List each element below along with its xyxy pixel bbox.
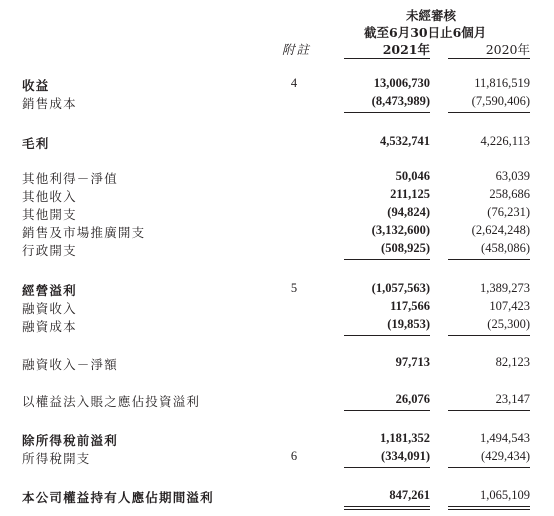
row-other-income-2021: 211,125 <box>390 187 430 201</box>
row-other-income-2020: 258,686 <box>489 187 530 201</box>
header-unaudited: 未經審核 <box>406 8 457 23</box>
header-underline-2020 <box>448 58 530 59</box>
row-revenue-2021: 13,006,730 <box>373 76 430 90</box>
subtotal-line-2020 <box>448 335 530 336</box>
row-share-of-profit-2020: 23,147 <box>495 392 530 406</box>
row-finance-income-2021: 117,566 <box>390 299 430 313</box>
row-finance-costs-2020: (25,300) <box>487 317 530 331</box>
subtotal-line-2020 <box>448 259 530 260</box>
row-income-tax-label: 所得稅開支 <box>22 451 91 466</box>
row-selling-marketing-2021: (3,132,600) <box>371 223 430 237</box>
header-year-2020: 2020年 <box>485 42 530 57</box>
total-double-line-2021-top <box>344 506 430 507</box>
total-double-line-2020-top <box>448 506 530 507</box>
row-operating-profit-2021: (1,057,563) <box>371 281 430 295</box>
row-other-gains-label: 其他利得－淨值 <box>22 171 118 186</box>
subtotal-line-2020 <box>448 467 530 468</box>
subtotal-line-2021 <box>344 410 430 411</box>
row-profit-before-tax-label: 除所得稅前溢利 <box>22 433 118 448</box>
row-revenue-note: 4 <box>290 76 298 90</box>
row-revenue-2020: 11,816,519 <box>474 76 530 90</box>
row-profit-attributable-2021: 847,261 <box>389 488 430 502</box>
row-cost-of-sales-2020: (7,590,406) <box>471 94 530 108</box>
row-other-gains-2021: 50,046 <box>395 169 430 183</box>
header-underline-2021 <box>344 58 430 59</box>
row-admin-expenses-label: 行政開支 <box>22 243 77 258</box>
row-net-finance-income-label: 融資收入－淨額 <box>22 357 118 372</box>
row-admin-expenses-2021: (508,925) <box>381 241 430 255</box>
row-finance-income-label: 融資收入 <box>22 301 77 316</box>
row-profit-attributable-label: 本公司權益持有人應佔期間溢利 <box>22 490 214 505</box>
row-finance-costs-2021: (19,853) <box>387 317 430 331</box>
total-double-line-2020-bottom <box>448 509 530 510</box>
subtotal-line-2021 <box>344 467 430 468</box>
row-operating-profit-2020: 1,389,273 <box>480 281 530 295</box>
row-other-expenses-2021: (94,824) <box>387 205 430 219</box>
row-other-expenses-label: 其他開支 <box>22 207 77 222</box>
row-income-tax-2021: (334,091) <box>381 449 430 463</box>
row-net-finance-income-2020: 82,123 <box>495 355 530 369</box>
subtotal-line-2021 <box>344 112 430 113</box>
row-selling-marketing-label: 銷售及市場推廣開支 <box>22 225 146 240</box>
row-share-of-profit-label: 以權益法入賬之應佔投資溢利 <box>22 394 201 409</box>
row-profit-attributable-2020: 1,065,109 <box>480 488 530 502</box>
header-year-2021: 2021年 <box>382 42 430 57</box>
total-double-line-2021-bottom <box>344 509 430 510</box>
header-period: 截至6月30日止6個月 <box>364 25 487 40</box>
subtotal-line-2021 <box>344 259 430 260</box>
row-other-income-label: 其他收入 <box>22 189 77 204</box>
row-operating-profit-note: 5 <box>290 281 298 295</box>
row-other-gains-2020: 63,039 <box>495 169 530 183</box>
row-profit-before-tax-2020: 1,494,543 <box>480 431 530 445</box>
row-admin-expenses-2020: (458,086) <box>481 241 530 255</box>
row-share-of-profit-2021: 26,076 <box>395 392 430 406</box>
row-gross-profit-2021: 4,532,741 <box>380 134 430 148</box>
row-other-expenses-2020: (76,231) <box>487 205 530 219</box>
row-net-finance-income-2021: 97,713 <box>395 355 430 369</box>
row-cost-of-sales-label: 銷售成本 <box>22 96 77 111</box>
row-finance-income-2020: 107,423 <box>489 299 530 313</box>
row-revenue-label: 收益 <box>22 78 50 93</box>
row-income-tax-note: 6 <box>290 449 298 463</box>
row-gross-profit-2020: 4,226,113 <box>480 134 530 148</box>
subtotal-line-2020 <box>448 410 530 411</box>
row-gross-profit-label: 毛利 <box>22 136 50 151</box>
row-income-tax-2020: (429,434) <box>481 449 530 463</box>
row-operating-profit-label: 經營溢利 <box>22 283 77 298</box>
row-cost-of-sales-2021: (8,473,989) <box>371 94 430 108</box>
header-note-column: 附註 <box>282 42 312 57</box>
subtotal-line-2020 <box>448 112 530 113</box>
row-finance-costs-label: 融資成本 <box>22 319 77 334</box>
row-profit-before-tax-2021: 1,181,352 <box>380 431 430 445</box>
row-selling-marketing-2020: (2,624,248) <box>471 223 530 237</box>
subtotal-line-2021 <box>344 335 430 336</box>
